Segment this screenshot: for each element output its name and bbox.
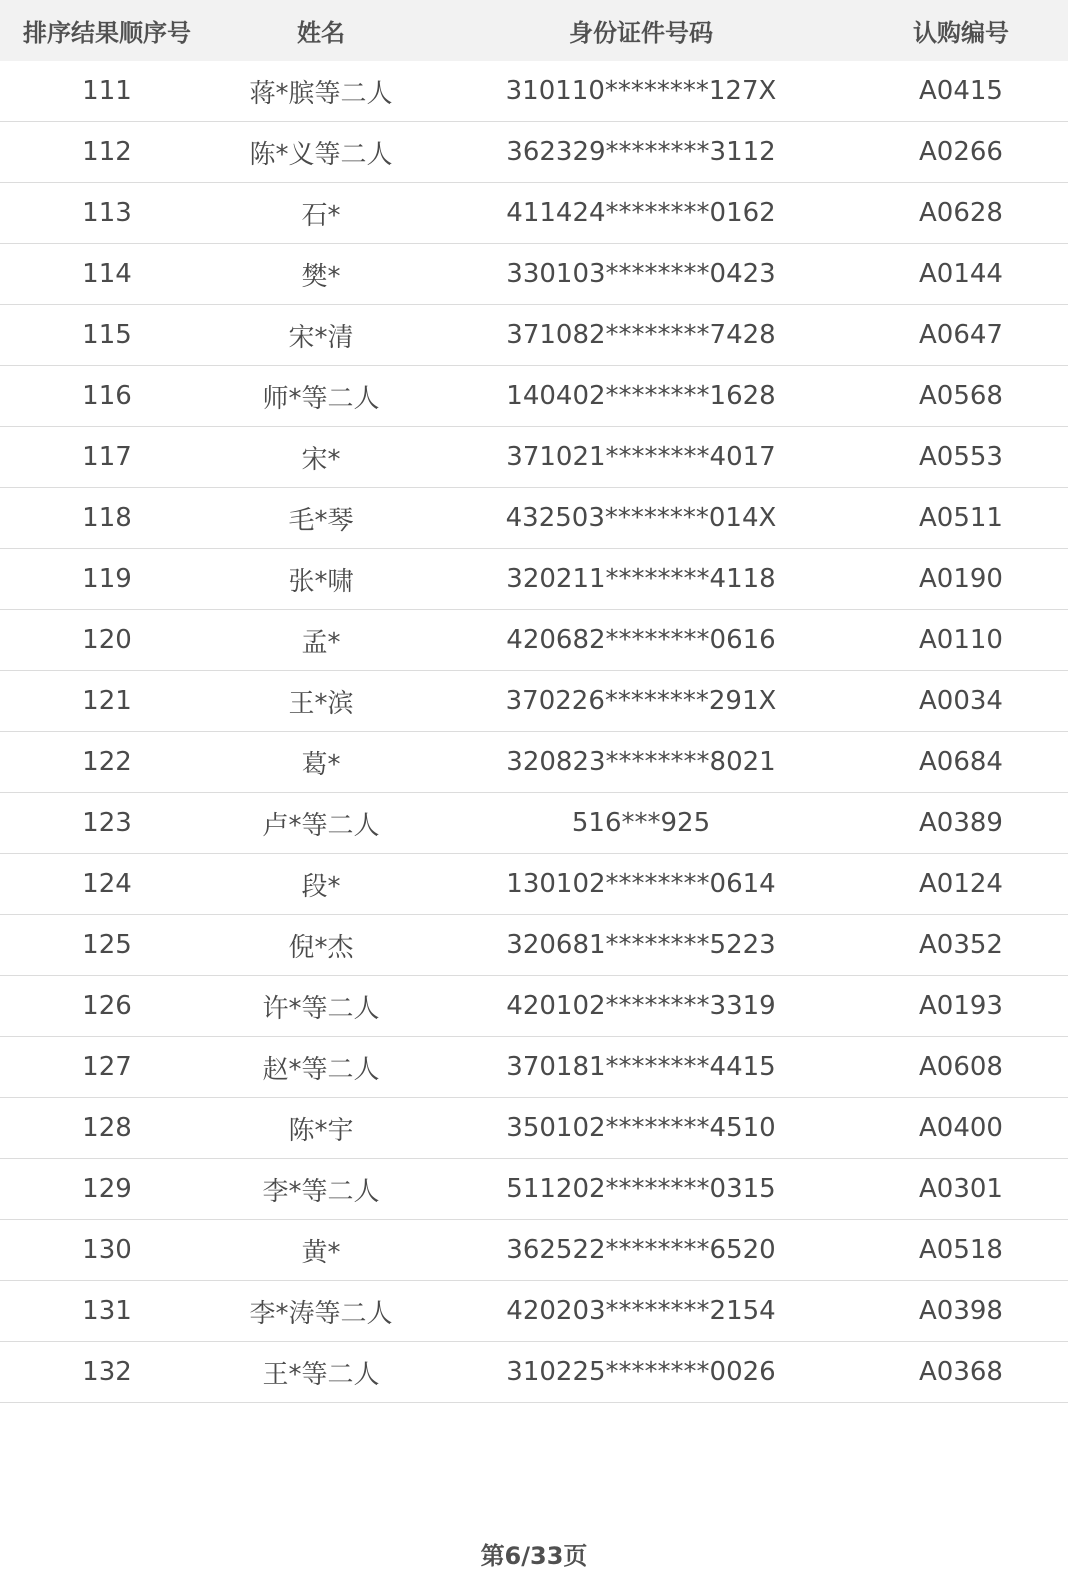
id-number-cell: 330103********0423 [506,259,776,289]
table-row [0,1342,1068,1403]
name-cell: 孟* [301,627,341,658]
name-cell: 王*滨 [288,688,354,719]
order-number-cell: 117 [82,442,132,472]
table-row [0,427,1068,488]
id-number-cell: 350102********4510 [506,1113,776,1143]
subscription-number-cell: A0415 [919,76,1003,106]
table-row [0,915,1068,976]
name-cell: 宋*清 [288,322,354,353]
id-number-cell: 310225********0026 [506,1357,776,1387]
subscription-number-cell: A0034 [919,686,1003,716]
table-header [0,0,1068,61]
order-number-cell: 130 [82,1235,132,1265]
order-number-cell: 119 [82,564,132,594]
table-row [0,1159,1068,1220]
subscription-number-cell: A0193 [919,991,1003,1021]
table-row [0,610,1068,671]
subscription-number-cell: A0301 [919,1174,1003,1204]
id-number-cell: 130102********0614 [506,869,776,899]
table-row [0,122,1068,183]
name-cell: 李*等二人 [262,1176,380,1207]
table-row [0,305,1068,366]
table-row [0,183,1068,244]
id-number-cell: 362329********3112 [506,137,776,167]
name-cell: 许*等二人 [262,993,380,1024]
id-number-cell: 140402********1628 [506,381,776,411]
name-cell: 葛* [301,749,341,780]
name-cell: 石* [301,200,341,231]
order-number-cell: 128 [82,1113,132,1143]
name-cell: 段* [301,871,341,902]
name-cell: 毛*琴 [288,505,354,536]
id-number-cell: 516***925 [571,808,711,838]
table-row [0,1220,1068,1281]
id-number-cell: 310110********127X [505,76,777,106]
name-cell: 宋* [301,444,341,475]
order-number-cell: 118 [82,503,132,533]
header-name: 姓名 [297,19,345,47]
subscription-number-cell: A0647 [919,320,1003,350]
subscription-number-cell: A0110 [919,625,1003,655]
table-row [0,1281,1068,1342]
table-row [0,854,1068,915]
id-number-cell: 371082********7428 [506,320,776,350]
id-number-cell: 420203********2154 [506,1296,776,1326]
id-number-cell: 320681********5223 [506,930,776,960]
name-cell: 师*等二人 [262,383,380,414]
table-row [0,1098,1068,1159]
subscription-number-cell: A0190 [919,564,1003,594]
header-order-number: 排序结果顺序号 [23,19,191,47]
order-number-cell: 132 [82,1357,132,1387]
subscription-number-cell: A0368 [919,1357,1003,1387]
order-number-cell: 113 [82,198,132,228]
table-row [0,61,1068,122]
order-number-cell: 114 [82,259,132,289]
table-row [0,793,1068,854]
table-row [0,366,1068,427]
id-number-cell: 320823********8021 [506,747,776,777]
subscription-number-cell: A0684 [919,747,1003,777]
name-cell: 李*涛等二人 [249,1298,393,1329]
subscription-number-cell: A0352 [919,930,1003,960]
table-row [0,488,1068,549]
id-number-cell: 362522********6520 [506,1235,776,1265]
id-number-cell: 432503********014X [505,503,777,533]
name-cell: 蒋*膑等二人 [249,78,393,109]
table-row [0,976,1068,1037]
name-cell: 倪*杰 [288,932,354,963]
name-cell: 黄* [301,1237,341,1268]
order-number-cell: 111 [82,76,132,106]
table-row [0,244,1068,305]
id-number-cell: 370226********291X [505,686,777,716]
id-number-cell: 411424********0162 [506,198,776,228]
name-cell: 张*啸 [288,566,354,597]
order-number-cell: 116 [82,381,132,411]
id-number-cell: 511202********0315 [506,1174,776,1204]
subscription-number-cell: A0124 [919,869,1003,899]
id-number-cell: 320211********4118 [506,564,776,594]
name-cell: 陈*义等二人 [249,139,393,170]
name-cell: 赵*等二人 [262,1054,380,1085]
subscription-number-cell: A0568 [919,381,1003,411]
order-number-cell: 120 [82,625,132,655]
id-number-cell: 371021********4017 [506,442,776,472]
name-cell: 王*等二人 [262,1359,380,1390]
subscription-number-cell: A0400 [919,1113,1003,1143]
subscription-number-cell: A0398 [919,1296,1003,1326]
table-body [0,61,1068,1403]
order-number-cell: 126 [82,991,132,1021]
id-number-cell: 420682********0616 [506,625,776,655]
order-number-cell: 112 [82,137,132,167]
table-row [0,671,1068,732]
subscription-number-cell: A0553 [919,442,1003,472]
subscription-number-cell: A0144 [919,259,1003,289]
table-row [0,549,1068,610]
header-id-number: 身份证件号码 [569,19,713,47]
page-indicator: 第6/33页 [480,1542,588,1570]
order-number-cell: 129 [82,1174,132,1204]
subscription-number-cell: A0628 [919,198,1003,228]
subscription-number-cell: A0518 [919,1235,1003,1265]
id-number-cell: 420102********3319 [506,991,776,1021]
subscription-number-cell: A0511 [919,503,1003,533]
order-number-cell: 115 [82,320,132,350]
order-number-cell: 124 [82,869,132,899]
id-number-cell: 370181********4415 [506,1052,776,1082]
table-row [0,732,1068,793]
header-subscription-number: 认购编号 [913,19,1009,47]
name-cell: 卢*等二人 [262,810,380,841]
order-number-cell: 121 [82,686,132,716]
name-cell: 樊* [301,261,341,292]
subscription-number-cell: A0608 [919,1052,1003,1082]
subscription-number-cell: A0266 [919,137,1003,167]
order-number-cell: 131 [82,1296,132,1326]
order-number-cell: 123 [82,808,132,838]
name-cell: 陈*宇 [288,1115,354,1146]
table-row [0,1037,1068,1098]
order-number-cell: 122 [82,747,132,777]
order-number-cell: 125 [82,930,132,960]
subscription-number-cell: A0389 [919,808,1003,838]
order-number-cell: 127 [82,1052,132,1082]
